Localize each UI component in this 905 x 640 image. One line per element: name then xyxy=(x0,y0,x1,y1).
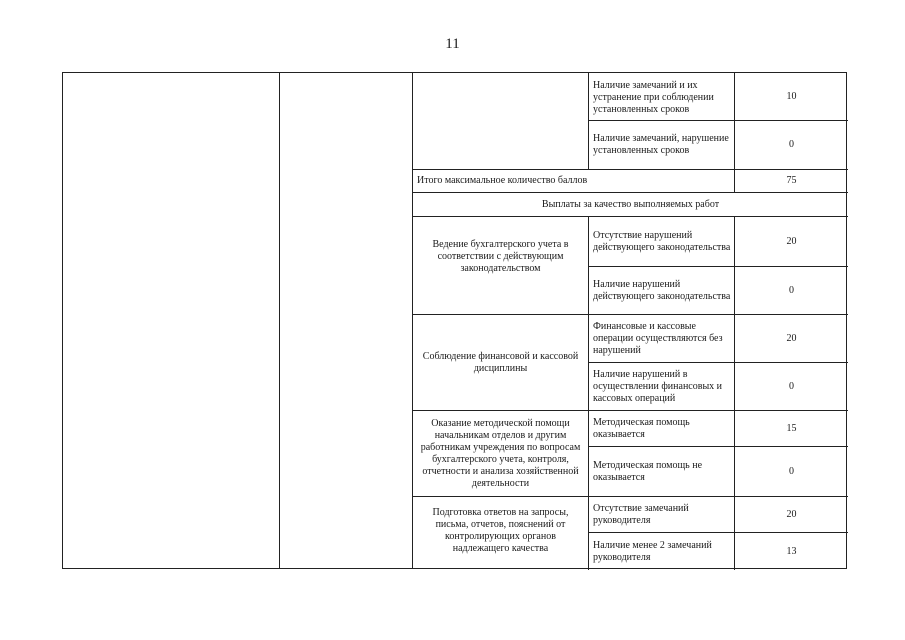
score-cell xyxy=(735,497,848,532)
score-cell xyxy=(735,121,848,169)
score-cell xyxy=(735,533,848,570)
score-value: 0 xyxy=(789,139,794,150)
criterion-cell xyxy=(589,267,734,314)
indicator-cell xyxy=(415,217,586,314)
criterion-text: Наличие менее 2 замечаний руководителя xyxy=(593,539,712,563)
criterion-text: Финансовые и кассовые операции осуществляются без нарушений xyxy=(593,320,723,356)
criterion-cell xyxy=(589,315,734,362)
score-value: 0 xyxy=(789,284,794,296)
indicator-text: Соблюдение финансовой и кассовой дисциплины xyxy=(422,350,579,374)
total-label-cell xyxy=(413,170,734,192)
criterion-cell xyxy=(589,447,734,496)
criterion-cell xyxy=(589,533,734,570)
score-cell xyxy=(735,73,848,120)
criterion-text: Наличие нарушений в осуществлении финансовых и кассовых операций xyxy=(593,368,723,404)
criteria-table xyxy=(62,72,847,569)
score-cell xyxy=(735,411,848,446)
criterion-text: Наличие замечаний, нарушение установленных сроков xyxy=(593,133,729,156)
score-value: 13 xyxy=(786,545,797,557)
criterion-cell xyxy=(589,217,734,266)
indicator-cell xyxy=(417,411,584,496)
score-cell xyxy=(735,363,848,410)
score-value: 20 xyxy=(786,332,797,344)
criterion-text: Отсутствие замечаний руководителя xyxy=(593,502,689,526)
indicator-text: Ведение бухгалтерского учета в соответствии с действующим законодательством xyxy=(432,238,569,274)
score-value: 0 xyxy=(789,465,794,477)
score-value: 10 xyxy=(786,90,797,102)
criterion-text: Наличие нарушений действующего законодательства xyxy=(593,278,731,302)
criterion-cell xyxy=(589,121,734,169)
criterion-text: Отсутствие нарушений действующего законодательства xyxy=(593,229,731,253)
criterion-text: Методическая помощь оказывается xyxy=(593,416,690,440)
criterion-text: Методическая помощь не оказывается xyxy=(593,459,703,483)
section-header-text: Выплаты за качество выполняемых работ xyxy=(541,198,720,210)
indicator-cell xyxy=(417,497,584,570)
criterion-cell xyxy=(589,497,734,532)
indicator-cell xyxy=(413,315,588,410)
total-score: 75 xyxy=(786,175,797,186)
score-cell xyxy=(735,267,848,314)
score-value: 20 xyxy=(786,508,797,520)
total-score-cell xyxy=(735,170,848,192)
score-cell xyxy=(735,315,848,362)
score-cell xyxy=(735,217,848,266)
score-cell xyxy=(735,447,848,496)
criterion-cell xyxy=(589,75,734,120)
score-value: 20 xyxy=(786,235,797,247)
indicator-text: Подготовка ответов на запросы, письма, отчетов, пояснений от контролирующих органов надлежащего качества xyxy=(432,506,569,554)
score-value: 0 xyxy=(789,380,794,392)
criterion-cell xyxy=(589,363,734,410)
section-header xyxy=(413,193,848,216)
indicator-text: Оказание методической помощи начальникам отделов и другим работникам учреждения по вопросам бухгалтерского учета, контроля, отчетности и анализа хозяйственной деятельности xyxy=(420,417,581,489)
score-value: 15 xyxy=(786,422,797,434)
total-label: Итого максимальное количество баллов xyxy=(417,175,588,186)
column-divider xyxy=(279,73,280,568)
page-number: 11 xyxy=(445,36,460,52)
criterion-cell xyxy=(589,411,734,446)
criterion-text: Наличие замечаний и их устранение при соблюдении установленных сроков xyxy=(593,79,714,115)
